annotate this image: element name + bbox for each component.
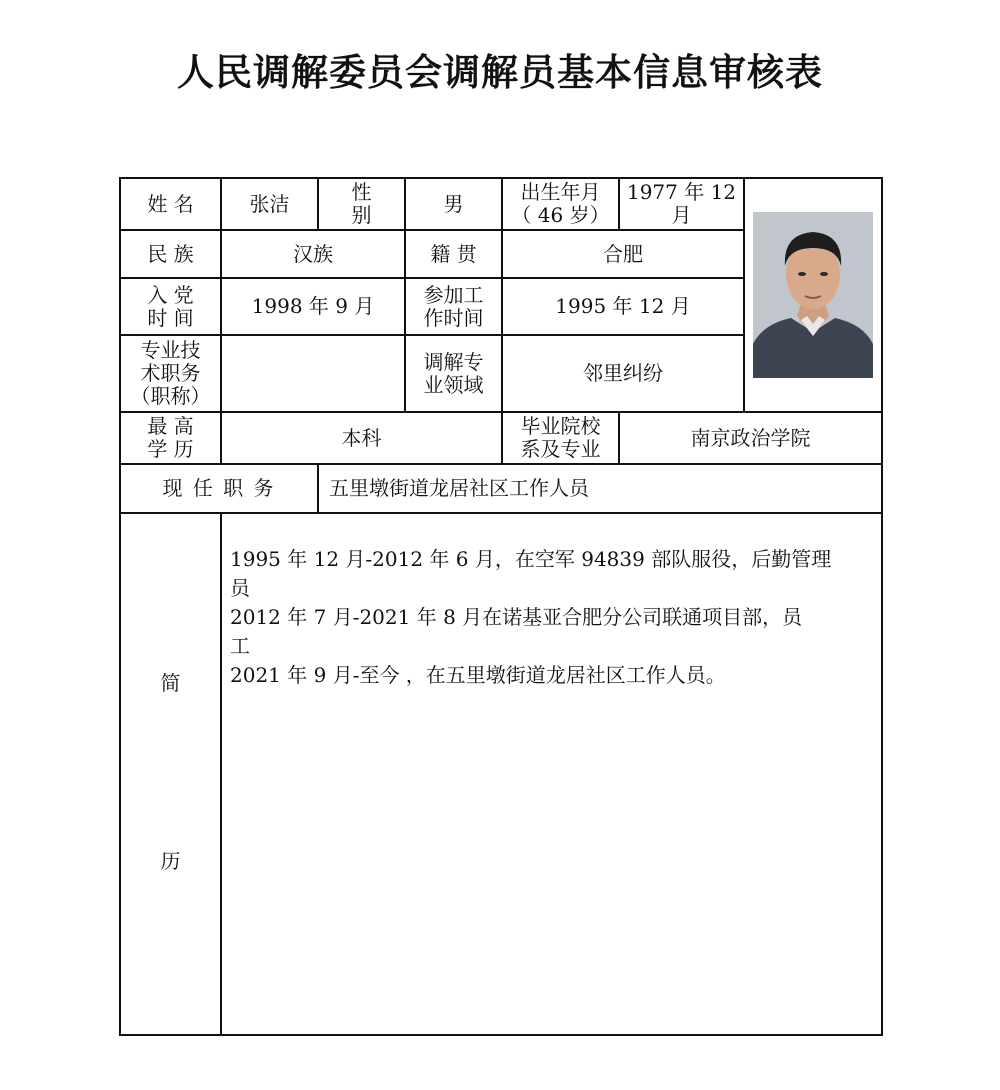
school-label: 毕业院校 系及专业 [520, 414, 601, 461]
mediation-field-label: 调解专 业领域 [423, 349, 484, 397]
position-value: 五里墩街道龙居社区工作人员 [329, 476, 589, 500]
ethnicity-value: 汉族 [293, 241, 333, 266]
work-start-label: 参加工 作时间 [423, 282, 484, 330]
position-label: 现 任 职 务 [162, 476, 276, 500]
native-place-value: 合肥 [603, 241, 643, 266]
resume-line: 工 [230, 634, 250, 658]
portrait-icon [753, 212, 873, 378]
resume-label-bottom: 历 [160, 848, 181, 873]
col-divider [220, 512, 222, 1036]
name-value: 张洁 [249, 191, 290, 216]
resume-line: 2012 年 7 月-2021 年 8 月在诺基亚合肥分公司联通项目部，员 [230, 605, 803, 629]
resume-line: 2021 年 9 月-至今 ，在五里墩街道龙居社区工作人员。 [230, 663, 726, 687]
native-place-label: 籍 贯 [430, 241, 477, 266]
education-label: 最 高 学 历 [147, 414, 194, 461]
party-date-value: 1998 年 9 月 [251, 294, 375, 318]
gender-label: 性 别 [351, 180, 372, 227]
professional-title-value [222, 336, 404, 411]
resume-line: 1995 年 12 月-2012 年 6 月，在空军 94839 部队服役，后勤管理 [230, 547, 832, 571]
portrait-photo [753, 212, 873, 378]
form-title: 人民调解委员会调解员基本信息审核表 [177, 51, 823, 94]
col-divider [743, 177, 745, 412]
education-value: 本科 [341, 425, 382, 450]
birth-label: 出生年月 （ 46 岁） [511, 180, 610, 227]
row-divider [119, 512, 883, 514]
name-label: 姓 名 [147, 191, 194, 216]
ethnicity-label: 民 族 [147, 241, 194, 266]
birth-value: 1977 年 12 月 [626, 180, 737, 227]
gender-value: 男 [443, 191, 464, 216]
resume-line: 员 [230, 576, 250, 600]
work-start-value: 1995 年 12 月 [555, 294, 691, 318]
resume-text [230, 545, 876, 690]
professional-title-label: 专业技 术职务 （职称） [130, 338, 211, 408]
col-divider [317, 463, 319, 513]
party-date-label: 入 党 时 间 [147, 282, 194, 330]
mediation-field-value: 邻里纠纷 [583, 361, 663, 385]
school-value: 南京政治学院 [690, 425, 811, 450]
resume-label-top: 简 [160, 670, 181, 695]
